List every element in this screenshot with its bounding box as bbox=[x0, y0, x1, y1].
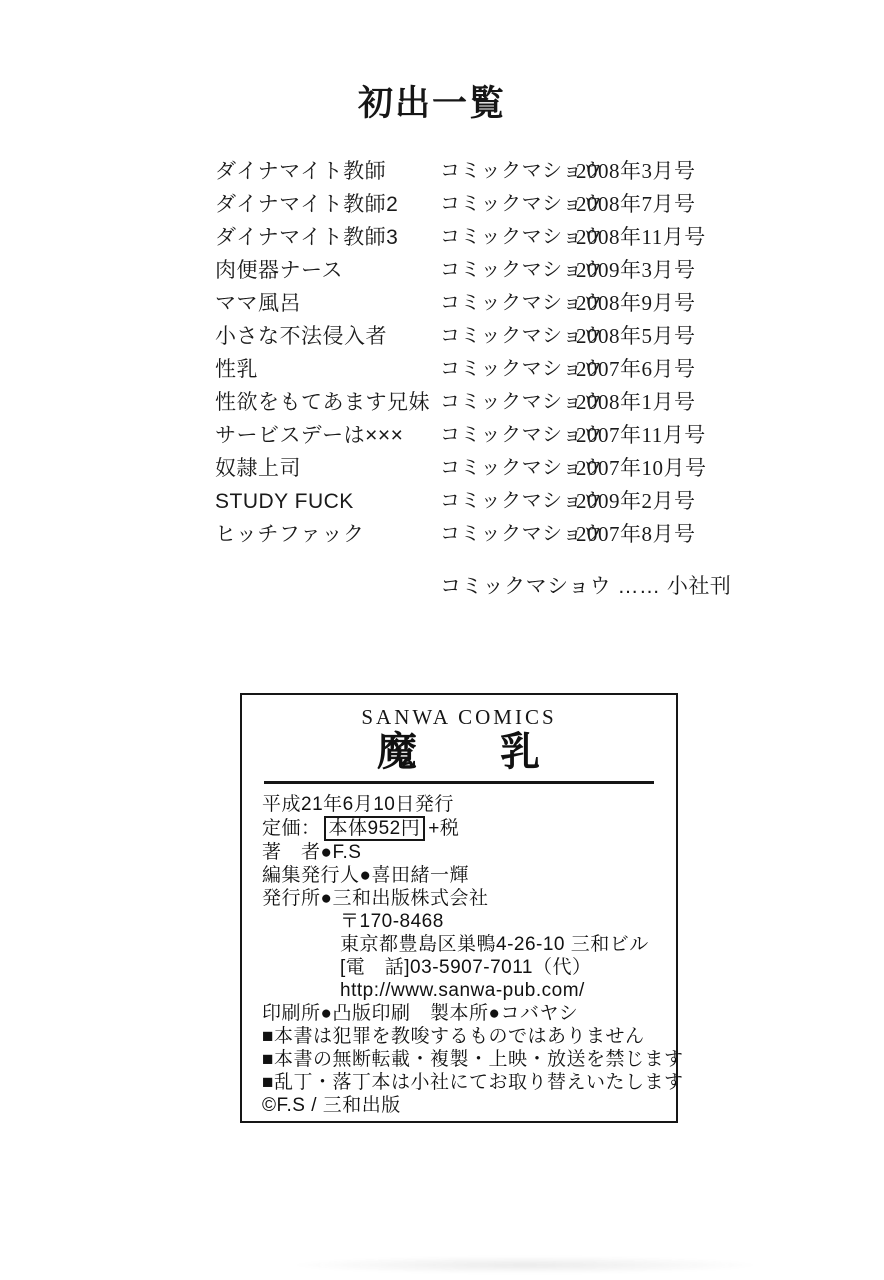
credit-row bbox=[215, 518, 775, 551]
credit-magazine: コミックマショウ bbox=[440, 358, 604, 380]
credit-title: 肉便器ナース bbox=[215, 259, 343, 282]
credit-magazine: コミックマショウ bbox=[440, 259, 604, 281]
credit-issue: 2008年5月号 bbox=[576, 324, 696, 348]
price-tax-suffix: +税 bbox=[428, 818, 460, 839]
credit-row bbox=[215, 155, 775, 188]
credit-magazine: コミックマショウ bbox=[440, 490, 604, 512]
credit-title: ダイナマイト教師2 bbox=[215, 193, 399, 216]
copyright-line: ©F.S / 三和出版 bbox=[262, 1095, 401, 1116]
publish-date: 平成21年6月10日発行 bbox=[262, 794, 454, 815]
credit-row bbox=[215, 254, 775, 287]
postal-code: 〒170-8468 bbox=[340, 911, 444, 932]
price-label: 定価： bbox=[262, 818, 321, 839]
credit-issue: 2007年10月号 bbox=[576, 456, 707, 480]
editor-line: 編集発行人●喜田緒一輝 bbox=[262, 865, 469, 886]
credit-title: ヒッチファック bbox=[215, 523, 365, 546]
credit-magazine: コミックマショウ bbox=[440, 424, 604, 446]
credit-magazine: コミックマショウ bbox=[440, 325, 604, 347]
credit-issue: 2008年7月号 bbox=[576, 192, 696, 216]
book-title: 魔 乳 bbox=[377, 730, 541, 774]
credits-footnote: コミックマショウ …… 小社刊 bbox=[440, 575, 732, 598]
credit-issue: 2007年11月号 bbox=[576, 423, 706, 447]
credit-row bbox=[215, 188, 775, 221]
credit-issue: 2008年1月号 bbox=[576, 390, 696, 414]
credit-issue: 2007年6月号 bbox=[576, 357, 696, 381]
credit-title: 性乳 bbox=[215, 358, 258, 381]
notice-line: ■本書の無断転載・複製・上映・放送を禁じます bbox=[262, 1049, 684, 1070]
publisher-line: 発行所●三和出版株式会社 bbox=[262, 888, 489, 909]
credits-list bbox=[215, 155, 775, 551]
credit-row bbox=[215, 221, 775, 254]
credit-title: 小さな不法侵入者 bbox=[215, 325, 387, 348]
credit-issue: 2009年3月号 bbox=[576, 258, 696, 282]
divider bbox=[264, 781, 654, 784]
publisher-address: 東京都豊島区巣鴨4-26-10 三和ビル bbox=[340, 934, 649, 955]
notice-line: ■乱丁・落丁本は小社にてお取り替えいたします bbox=[262, 1072, 684, 1093]
credit-magazine: コミックマショウ bbox=[440, 292, 604, 314]
page-title: 初出一覧 bbox=[357, 84, 506, 123]
credit-issue: 2009年2月号 bbox=[576, 489, 696, 513]
credit-title: ママ風呂 bbox=[215, 292, 301, 315]
credit-magazine: コミックマショウ bbox=[440, 523, 604, 545]
credit-row bbox=[215, 386, 775, 419]
credit-title: 奴隷上司 bbox=[215, 457, 301, 480]
price-boxed-value: 本体952円 bbox=[324, 816, 426, 841]
credit-magazine: コミックマショウ bbox=[440, 193, 604, 215]
credit-title: ダイナマイト教師3 bbox=[215, 226, 399, 249]
credit-title: STUDY FUCK bbox=[215, 490, 354, 513]
credit-magazine: コミックマショウ bbox=[440, 160, 604, 182]
notice-line: ■本書は犯罪を教唆するものではありません bbox=[262, 1026, 645, 1047]
credit-title: サービスデーは××× bbox=[215, 424, 404, 447]
credit-row bbox=[215, 353, 775, 386]
credit-row bbox=[215, 287, 775, 320]
credit-title: 性欲をもてあます兄妹 bbox=[215, 391, 430, 414]
colophon-box bbox=[240, 693, 684, 1123]
credit-magazine: コミックマショウ bbox=[440, 457, 604, 479]
credit-magazine: コミックマショウ bbox=[440, 226, 604, 248]
credit-issue: 2008年9月号 bbox=[576, 291, 696, 315]
price-line bbox=[262, 816, 656, 841]
scan-noise-artifact bbox=[290, 1256, 760, 1274]
publisher-url: http://www.sanwa-pub.com/ bbox=[340, 980, 585, 1001]
credit-row bbox=[215, 320, 775, 353]
credit-magazine: コミックマショウ bbox=[440, 391, 604, 413]
credit-row bbox=[215, 419, 775, 452]
credit-issue: 2008年3月号 bbox=[576, 159, 696, 183]
credit-row bbox=[215, 485, 775, 518]
credit-issue: 2007年8月号 bbox=[576, 522, 696, 546]
printer-line: 印刷所●凸版印刷 製本所●コバヤシ bbox=[262, 1003, 579, 1024]
credit-title: ダイナマイト教師 bbox=[215, 160, 387, 183]
publisher-phone: [電 話]03-5907-7011（代） bbox=[340, 957, 592, 978]
publisher-imprint-label: SANWA COMICS bbox=[361, 705, 557, 729]
credit-issue: 2008年11月号 bbox=[576, 225, 706, 249]
author-line: 著 者●F.S bbox=[262, 842, 362, 863]
credit-row bbox=[215, 452, 775, 485]
